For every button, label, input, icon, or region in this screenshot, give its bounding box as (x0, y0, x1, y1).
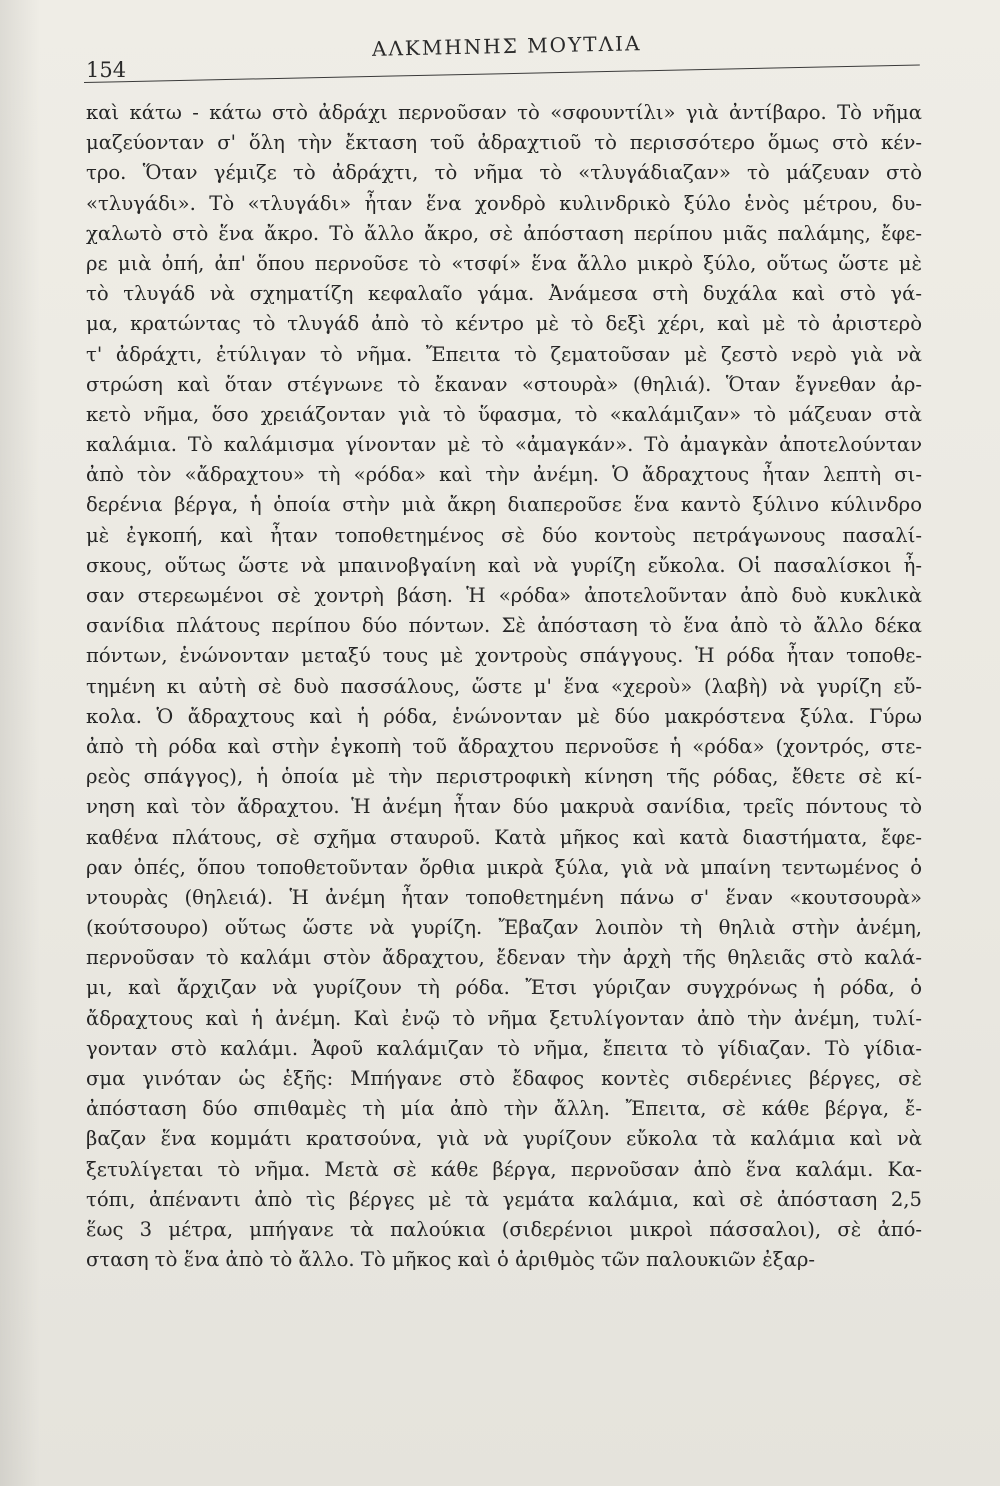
text-line: ἕως 3 μέτρα, μπήγανε τὰ παλούκια (σιδερένιοι μικροὶ πάσσαλοι), σὲ ἀπό- (86, 1217, 922, 1241)
text-line: ξετυλίγεται τὸ νῆμα. Μετὰ σὲ κάθε βέργα, περνοῦσαν ἀπὸ ἕνα καλάμι. Κα- (86, 1157, 922, 1181)
text-line: γονταν στὸ καλάμι. Ἀφοῦ καλάμιζαν τὸ νῆμα, ἔπειτα τὸ γίδιαζαν. Τὸ γίδια- (86, 1036, 922, 1060)
text-line: «τλυγάδι». Τὸ «τλυγάδι» ἦταν ἕνα χονδρὸ κυλινδρικὸ ξύλο ἑνὸς μέτρου, δυ- (86, 191, 922, 215)
text-line: ρεὸς σπάγγος), ἡ ὁποία μὲ τὴν περιστροφικὴ κίνηση τῆς ρόδας, ἔθετε σὲ κί- (86, 765, 922, 789)
text-line: τ' ἀδράχτι, ἐτύλιγαν τὸ νῆμα. Ἔπειτα τὸ ζεματοῦσαν μὲ ζεστὸ νερὸ γιὰ νὰ (86, 342, 922, 366)
text-line: ἀπόσταση δύο σπιθαμὲς τὴ μία ἀπὸ τὴν ἄλλη. Ἔπειτα, σὲ κάθε βέργα, ἔ- (86, 1097, 922, 1121)
text-line: τημένη κι αὐτὴ σὲ δυὸ πασσάλους, ὥστε μ' ἕνα «χεροὺ» (λαβὴ) νὰ γυρίζη εὔ- (86, 674, 922, 698)
running-header-title: ΑΛΚΜΗΝΗΣ ΜΟΥΤΛΙΑ (371, 31, 642, 61)
text-line: καθένα πλάτους, σὲ σχῆμα σταυροῦ. Κατὰ μῆκος καὶ κατὰ διαστήματα, ἔφε- (86, 825, 922, 849)
text-line: καὶ κάτω - κάτω στὸ ἀδράχι περνοῦσαν τὸ «σφουντίλι» γιὰ ἀντίβαρο. Τὸ νῆμα (86, 101, 922, 124)
text-line: ραν ὀπές, ὅπου τοποθετοῦνταν ὄρθια μικρὰ ξύλα, γιὰ νὰ μπαίνη τεντωμένος ὁ (86, 855, 922, 879)
text-line: καλάμια. Τὸ καλάμισμα γίνονταν μὲ τὸ «ἀμαγκάν». Τὸ ἀμαγκὰν ἀποτελούνταν (86, 433, 922, 457)
text-line: μα, κρατώντας τὸ τλυγάδ ἀπὸ τὸ κέντρο μὲ τὸ δεξὶ χέρι, καὶ μὲ τὸ ἀριστερὸ (86, 312, 922, 336)
text-line: μι, καὶ ἄρχιζαν νὰ γυρίζουν τὴ ρόδα. Ἔτσι γύριζαν συγχρόνως ἡ ρόδα, ὁ (86, 976, 922, 1000)
text-line: τόπι, ἀπέναντι ἀπὸ τὶς βέργες μὲ τὰ γεμάτα καλάμια, καὶ σὲ ἀπόσταση 2,5 (86, 1187, 922, 1211)
text-line: κολα. Ὁ ἄδραχτους καὶ ἡ ρόδα, ἑνώνονταν μὲ δύο μακρόστενα ξύλα. Γύρω (86, 704, 922, 728)
header-rule (84, 64, 920, 83)
text-line: χαλωτὸ στὸ ἕνα ἄκρο. Τὸ ἄλλο ἄκρο, σὲ ἀπόσταση περίπου μιᾶς παλάμης, ἔφε- (86, 221, 922, 245)
text-line: ἄδραχτους καὶ ἡ ἀνέμη. Καὶ ἐνῷ τὸ νῆμα ξετυλίγονταν ἀπὸ τὴν ἀνέμη, τυλί- (86, 1006, 922, 1030)
text-line: τὸ τλυγάδ νὰ σχηματίζη κεφαλαῖο γάμα. Ἀνάμεσα στὴ δυχάλα καὶ στὸ γά- (86, 282, 922, 306)
text-line: δερένια βέργα, ἡ ὁποία στὴν μιὰ ἄκρη διαπεροῦσε ἕνα καντὸ ξύλινο κύλινδρο (86, 493, 922, 517)
text-line: ἀπὸ τὸν «ἄδραχτου» τὴ «ρόδα» καὶ τὴν ἀνέμη. Ὁ ἄδραχτους ἦταν λεπτὴ σι- (86, 463, 922, 487)
text-line: νηση καὶ τὸν ἄδραχτου. Ἡ ἀνέμη ἦταν δύο μακρυὰ σανίδια, τρεῖς πόντους τὸ (86, 795, 922, 819)
text-line: σταση τὸ ἕνα ἀπὸ τὸ ἄλλο. Τὸ μῆκος καὶ ὁ ἀριθμὸς τῶν παλουκιῶν ἐξαρ- (86, 1248, 815, 1272)
text-line: ἀπὸ τὴ ρόδα καὶ στὴν ἐγκοπὴ τοῦ ἄδραχτου περνοῦσε ἡ «ρόδα» (χοντρός, στε- (86, 734, 922, 758)
text-line: ρε μιὰ ὀπή, ἀπ' ὅπου περνοῦσε τὸ «τσφί» ἕνα ἄλλο μικρὸ ξύλο, οὕτως ὥστε μὲ (86, 251, 922, 275)
text-line: σαν στερεωμένοι σὲ χοντρὴ βάση. Ἡ «ρόδα» ἀποτελοῦνταν ἀπὸ δυὸ κυκλικὰ (86, 584, 922, 607)
text-line: μὲ ἐγκοπή, καὶ ἦταν τοποθετημένος σὲ δύο κοντοὺς πετράγωνους πασαλί- (86, 523, 922, 547)
text-line: μαζεύονταν σ' ὅλη τὴν ἔκταση τοῦ ἀδραχτιοῦ τὸ περισσότερο ὅμως στὸ κέν- (86, 131, 922, 155)
text-line: (κούτσουρο) οὕτως ὥστε νὰ γυρίζη. Ἔβαζαν λοιπὸν τὴ θηλιὰ στὴν ἀνέμη, (86, 916, 922, 940)
page-number: 154 (86, 58, 127, 82)
text-line: κετὸ νῆμα, ὅσο χρειάζονταν γιὰ τὸ ὕφασμα, τὸ «καλάμιζαν» τὸ μάζευαν στὰ (86, 402, 922, 426)
text-line: σανίδια πλάτους περίπου δύο πόντων. Σὲ ἀπόσταση τὸ ἕνα ἀπὸ τὸ ἄλλο δέκα (86, 614, 922, 638)
text-line: στρώση καὶ ὅταν στέγνωνε τὸ ἔκαναν «στουρὰ» (θηλιά). Ὅταν ἔγνεθαν ἀρ- (86, 372, 922, 396)
text-line: βαζαν ἕνα κομμάτι κρατσούνα, γιὰ νὰ γυρίζουν εὔκολα τὰ καλάμια καὶ νὰ (86, 1127, 922, 1151)
body-text (86, 98, 922, 1275)
text-line: σκους, οὕτως ὥστε νὰ μπαινοβγαίνη καὶ νὰ γυρίζη εὔκολα. Οἱ πασαλίσκοι ἦ- (86, 553, 922, 577)
text-line: σμα γινόταν ὡς ἑξῆς: Μπήγανε στὸ ἔδαφος κοντὲς σιδερένιες βέργες, σὲ (86, 1067, 922, 1090)
text-line: πόντων, ἑνώνονταν μεταξύ τους μὲ χοντροὺς σπάγγους. Ἡ ρόδα ἦταν τοποθε- (86, 644, 922, 668)
text-line: περνοῦσαν τὸ καλάμι στὸν ἄδραχτου, ἔδεναν τὴν ἀρχὴ τῆς θηλειᾶς στὸ καλά- (86, 946, 922, 970)
text-line: ντουρὰς (θηλειά). Ἡ ἀνέμη ἦταν τοποθετημένη πάνω σ' ἕναν «κουτσουρὰ» (86, 885, 922, 909)
text-line: τρο. Ὅταν γέμιζε τὸ ἀδράχτι, τὸ νῆμα τὸ «τλυγάδιαζαν» τὸ μάζευαν στὸ (86, 161, 922, 185)
